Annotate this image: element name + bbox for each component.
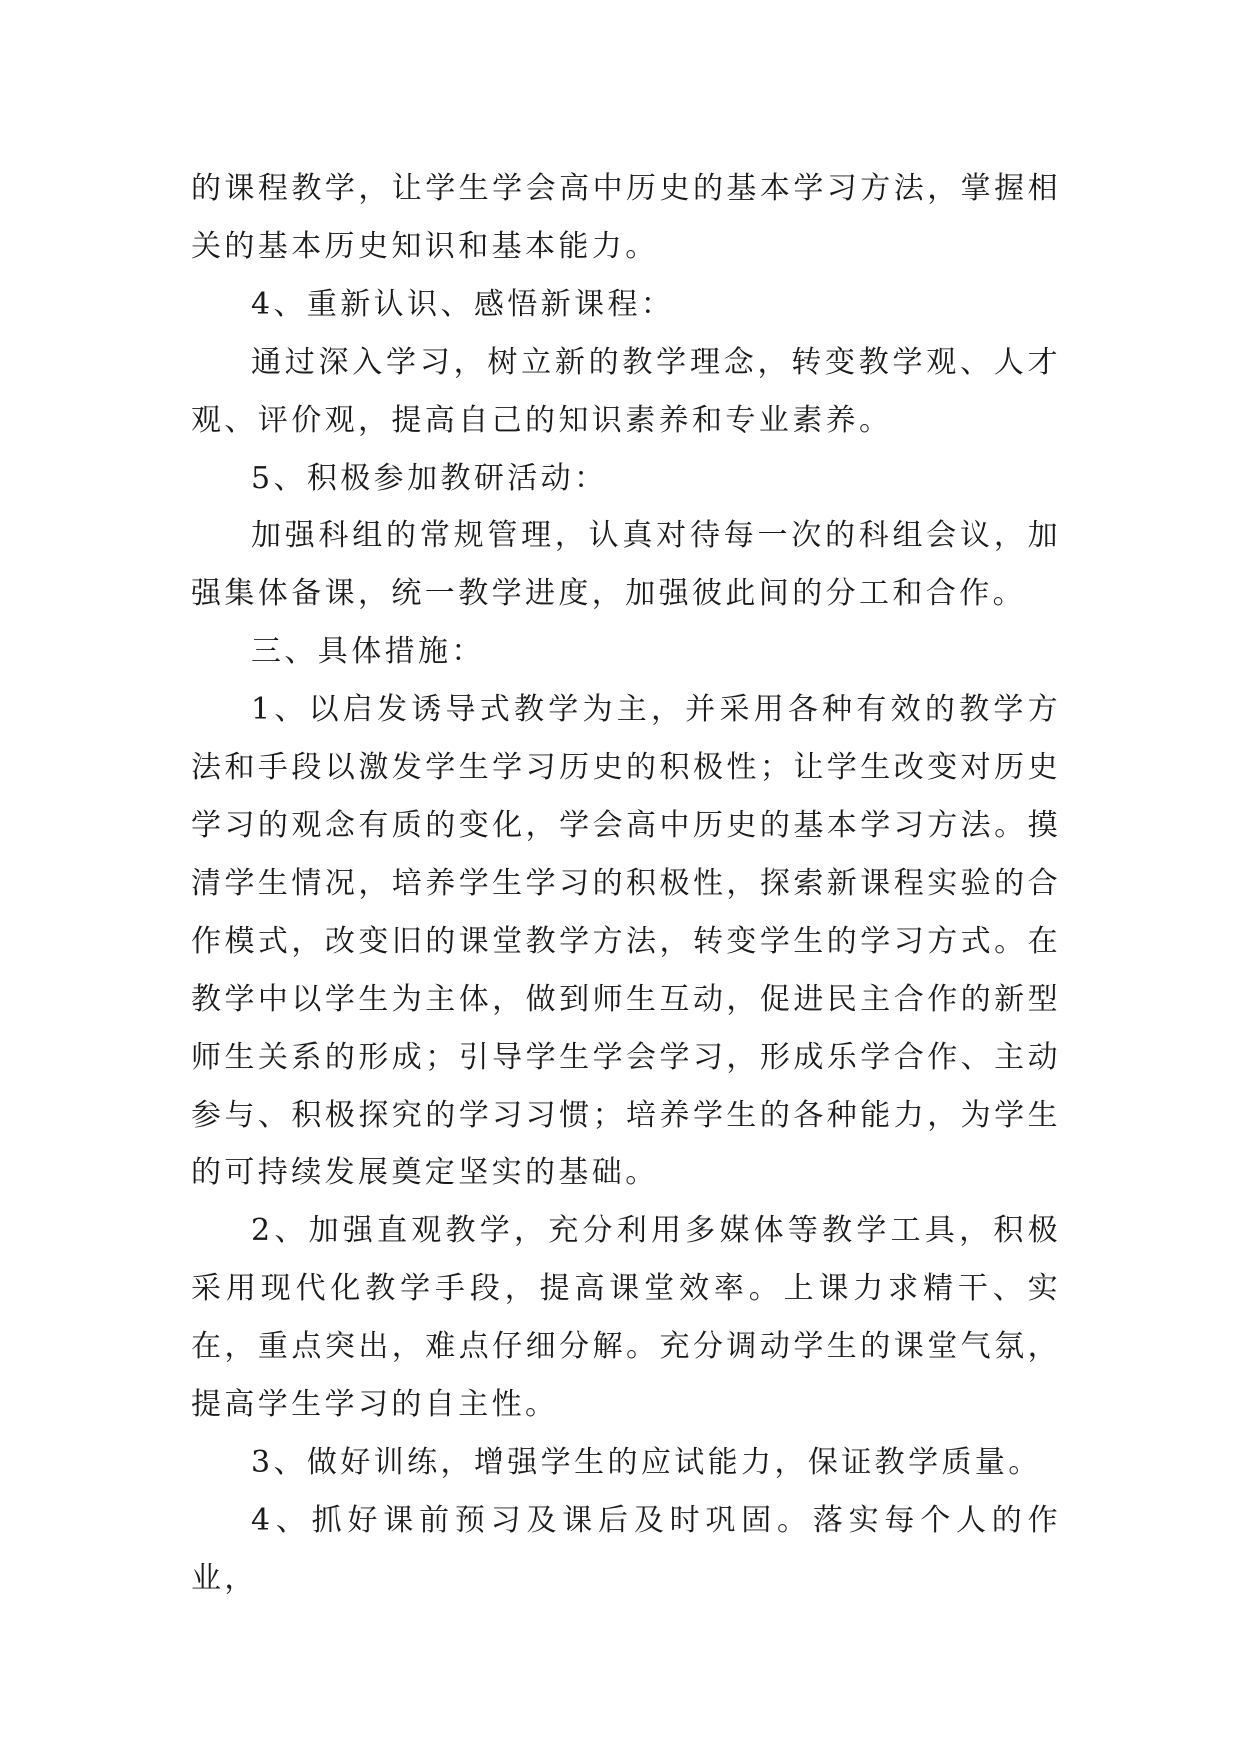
section-heading-measures: 三、具体措施： — [251, 634, 485, 670]
paragraph-new-concepts: 通过深入学习，树立新的教学理念，转变教学观、人才观、评价观，提高自己的知识素养和专业素养。 — [191, 344, 1061, 438]
paragraph-measure-2: 2、加强直观教学，充分利用多媒体等教学工具，积极采用现代化教学手段，提高课堂效率。上课力求精干、实在，重点突出，难点仔细分解。充分调动学生的课堂气氛，提高学生学习的自主性。 — [191, 1213, 1061, 1423]
paragraph-continuation: 的课程教学，让学生学会高中历史的基本学习方法，掌握相关的基本历史知识和基本能力。 — [191, 171, 1061, 264]
paragraph-research-activities: 加强科组的常规管理，认真对待每一次的科组会议，加强集体备课，统一教学进度，加强彼此间的分工和合作。 — [191, 518, 1061, 612]
paragraph-measure-3: 3、做好训练，增强学生的应试能力，保证教学质量。 — [251, 1444, 1042, 1480]
paragraph-measure-4: 4、抓好课前预习及课后及时巩固。落实每个人的作业， — [191, 1502, 1061, 1596]
paragraph-heading-5: 5、积极参加教研活动： — [251, 460, 608, 496]
paragraph-heading-4: 4、重新认识、感悟新课程： — [251, 286, 675, 322]
paragraph-measure-1: 1、以启发诱导式教学为主，并采用各种有效的教学方法和手段以激发学生学习历史的积极性；让学生改变对历史学习的观念有质的变化，学会高中历史的基本学习方法。摸清学生情况，培养学生学习的积极性，探索新课程实验的合作模式，改变旧的课堂教学方法，转变学生的学习方式。在教学中以学生为主体，做到师生互动，促进民主合作的新型师生关系的形成；引导学生学会学习，形成乐学合作、主动参与、积极探究的学习习惯；培养学生的各种能力，为学生的可持续发展奠定坚实的基础。 — [191, 692, 1061, 1191]
document-body — [191, 160, 1061, 1608]
